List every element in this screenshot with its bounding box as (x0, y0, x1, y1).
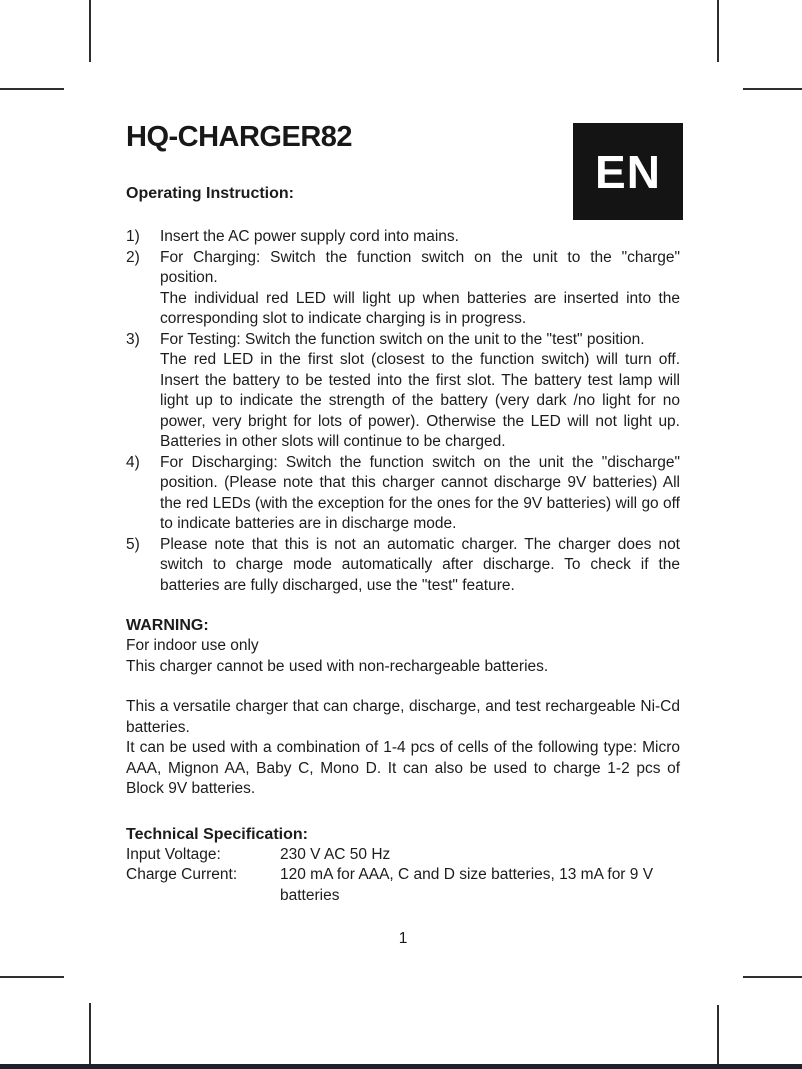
crop-mark-bottom-right-horizontal (743, 976, 802, 978)
operating-instruction-heading: Operating Instruction: (126, 185, 294, 202)
list-item-text: For Discharging: Switch the function switch on the unit the "discharge" position. (Please note that this charger cannot discharge 9V batteries) All the red LEDs (with the exception for the ones for the 9V batteries) will go off to indicate batteries are in discharge mode. (160, 453, 680, 532)
list-item-number: 4) (126, 453, 140, 471)
spec-row (126, 845, 680, 866)
list-item (126, 535, 680, 597)
crop-mark-bottom-left-vertical (89, 1003, 91, 1064)
list-item-number: 3) (126, 330, 140, 348)
spec-value: 230 V AC 50 Hz (280, 845, 391, 863)
list-item (126, 248, 680, 330)
spec-label: Charge Current: (126, 866, 238, 883)
spec-value: 120 mA for AAA, C and D size batteries, 13 mA for 9 V batteries (280, 866, 654, 904)
list-item-number: 5) (126, 535, 140, 553)
spec-row (126, 865, 680, 906)
list-item-number: 2) (126, 248, 140, 266)
crop-mark-top-left-vertical (89, 0, 91, 62)
description-paragraph: It can be used with a combination of 1-4 pcs of cells of the following type: Micro AAA, Mignon AA, Baby C, Mono D. It can also be used to charge 1-2 pcs of Block 9V batteries. (126, 739, 680, 797)
list-item-text: The individual red LED will light up when batteries are inserted into the corresponding slot to indicate charging is in progress. (160, 289, 680, 327)
document-content (126, 122, 680, 950)
list-item-text: Insert the AC power supply cord into mains. (160, 228, 459, 245)
list-item-number: 1) (126, 228, 140, 245)
page-title: HQ-CHARGER82 (126, 121, 353, 153)
crop-mark-top-right-vertical (717, 0, 719, 62)
crop-mark-top-right-horizontal (743, 88, 802, 90)
technical-specification-heading: Technical Specification: (126, 825, 308, 843)
page-bottom-edge (0, 1064, 802, 1069)
language-badge-label: EN (595, 145, 661, 198)
crop-mark-bottom-left-horizontal (0, 976, 64, 978)
crop-mark-bottom-right-vertical (717, 1005, 719, 1064)
list-item-text: The red LED in the first slot (closest to the function switch) will turn off. Insert the battery to be tested into the first slot. The battery test lamp will light up to indicate the strength of the battery (very dark /no light for no power, very bright for lots of power). Otherwise the LED will not light up. Batteries in other slots will continue to be charged. (160, 351, 680, 450)
crop-mark-top-left-horizontal (0, 88, 64, 90)
operating-instruction-list (126, 227, 680, 596)
page-number: 1 (398, 930, 408, 947)
warning-line: This charger cannot be used with non-rechargeable batteries. (126, 657, 549, 675)
spec-label: Input Voltage: (126, 845, 221, 863)
technical-specification-section (126, 825, 680, 907)
list-item (126, 453, 680, 535)
warning-heading: WARNING: (126, 617, 209, 634)
list-item-text: Please note that this is not an automatic charger. The charger does not switch to charge mode automatically after discharge. To check if the batteries are fully discharged, use the "test" feature. (160, 535, 680, 594)
list-item (126, 330, 680, 453)
warning-line: For indoor use only (126, 637, 259, 654)
description-paragraph: This a versatile charger that can charge, discharge, and test rechargeable Ni-Cd batteries. (126, 698, 680, 736)
list-item-text: For Testing: Switch the function switch on the unit to the "test" position. (160, 330, 645, 348)
description-section (126, 697, 680, 800)
warning-section (126, 616, 680, 677)
list-item-text: For Charging: Switch the function switch on the unit to the "charge" position. (160, 248, 680, 286)
list-item (126, 227, 680, 248)
